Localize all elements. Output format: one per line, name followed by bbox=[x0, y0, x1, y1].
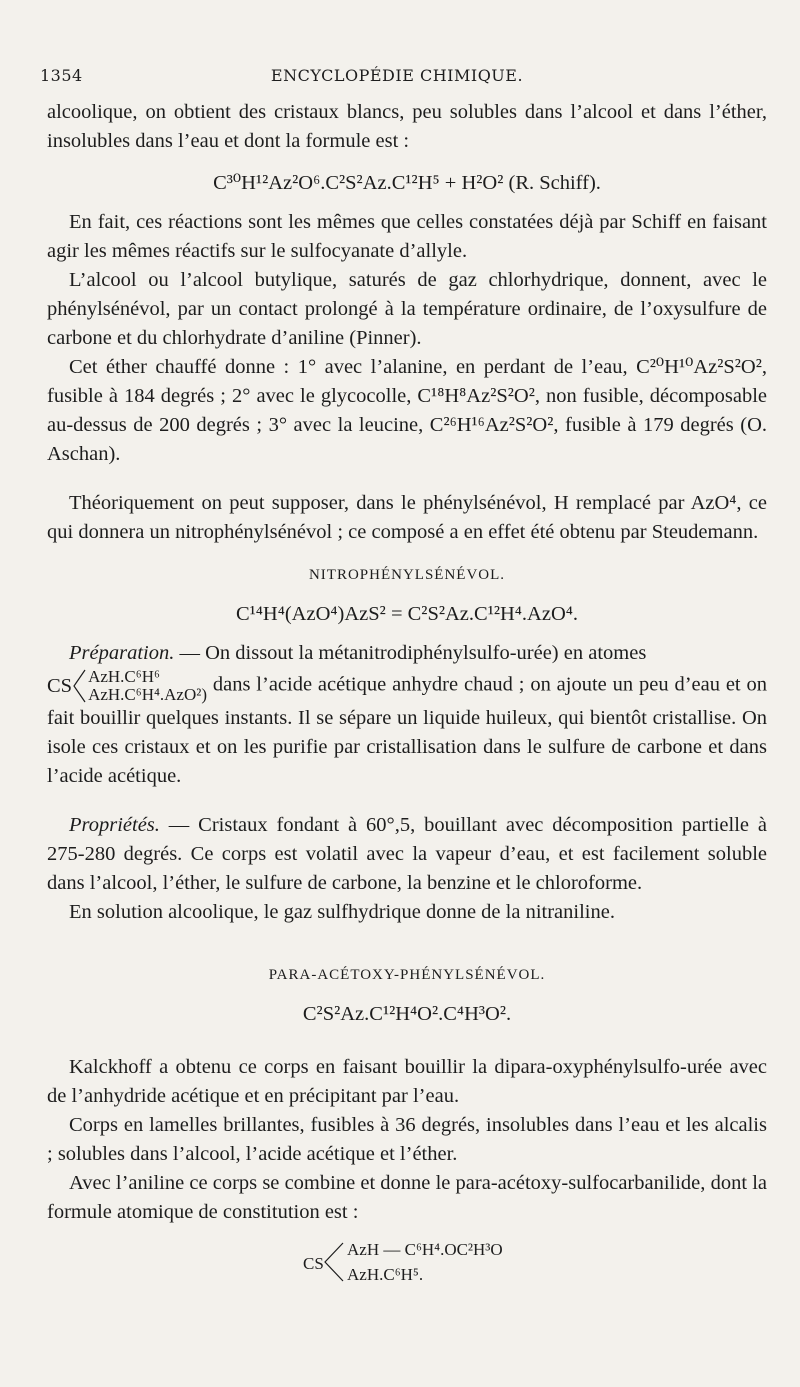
paragraph: alcoolique, on obtient des cristaux blancs, peu solubles dans l’alcool et dans l’éther, insolubles dans l’eau et dont la formule est : bbox=[47, 101, 767, 152]
paragraph: En solution alcoolique, le gaz sulfhydrique donne de la nitraniline. bbox=[69, 901, 615, 923]
paragraph: Avec l’aniline ce corps se combine et donne le para-acétoxy-sulfocarbanilide, dont la formule atomique de constitution est : bbox=[47, 1172, 767, 1223]
properties-paragraph bbox=[47, 811, 767, 898]
spacer bbox=[47, 791, 767, 811]
running-title: ENCYCLOPÉDIE CHIMIQUE. bbox=[270, 66, 524, 85]
formula: C²S²Az.C¹²H⁴O².C⁴H³O². bbox=[302, 1003, 512, 1025]
cs-label: CS bbox=[47, 674, 73, 697]
cs-label: CS bbox=[303, 1254, 324, 1273]
bracket-icon bbox=[72, 668, 86, 704]
paragraph: L’alcool ou l’alcool butylique, saturés de gaz chlorhydrique, donnent, avec le phénylsénévol, par un contact prolongé à la température ordinaire, de l’oxysulfure de carbone et du chlorhydrate d’aniline (Pinner). bbox=[47, 269, 767, 349]
preparation-text: dans l’acide acétique anhydre chaud ; on ajoute un peu d’eau et on fait bouillir quelques instants. Il se sépare un liquide huileux, qui bientôt cristallise. On isole ces cristaux et on les purifie par cristallisation dans le sulfure de carbone et dans l’acide acétique. bbox=[47, 673, 767, 787]
bracket-icon bbox=[322, 1239, 344, 1285]
structural-formula bbox=[47, 668, 207, 704]
paragraph: En fait, ces réactions sont les mêmes que celles constatées déjà par Schiff en faisant agir les mêmes réactifs sur le sulfocyanate d’allyle. bbox=[47, 211, 767, 262]
formula: C³⁰H¹²Az²O⁶.C²S²Az.C¹²H⁵ + H²O² (R. Schiff). bbox=[213, 172, 601, 194]
section-title: NITROPHÉNYLSÉNÉVOL. bbox=[308, 567, 506, 583]
section-title: PARA-ACÉTOXY-PHÉNYLSÉNÉVOL. bbox=[268, 967, 546, 983]
preparation-continued bbox=[47, 668, 767, 791]
formula-line-2: AzH.C⁶H⁵. bbox=[347, 1265, 424, 1284]
paragraph: Théoriquement on peut supposer, dans le phénylsénévol, H remplacé par AzO⁴, ce qui donnera un nitrophénylsénévol ; ce composé a en effet été obtenu par Steudemann. bbox=[47, 492, 767, 543]
preparation-intro: — On dissout la métanitrodiphénylsulfo-urée) en atomes bbox=[174, 642, 647, 664]
page-header bbox=[40, 66, 754, 88]
properties-label: Propriétés. bbox=[69, 814, 160, 836]
preparation-label: Préparation. bbox=[69, 642, 175, 664]
structural-formula-final bbox=[47, 1231, 767, 1291]
paragraph: Corps en lamelles brillantes, fusibles à 36 degrés, insolubles dans l’eau et les alcalis ; solubles dans l’alcool, l’acide acétique et l’éther. bbox=[47, 1114, 767, 1165]
spacer bbox=[47, 469, 767, 489]
formula: C¹⁴H⁴(AzO⁴)AzS² = C²S²Az.C¹²H⁴.AzO⁴. bbox=[235, 603, 579, 625]
paragraph: Cet éther chauffé donne : 1° avec l’alanine, en perdant de l’eau, C²⁰H¹⁰Az²S²O², fusible à 184 degrés ; 2° avec le glycocolle, C¹⁸H⁸Az²S²O², non fusible, décomposable au-dessus de 200 degrés ; 3° avec la leucine, C²⁶H¹⁶Az²S²O², fusible à 179 degrés (O. Aschan). bbox=[47, 356, 767, 465]
cs-lines bbox=[88, 668, 207, 704]
page-number: 1354 bbox=[40, 66, 83, 85]
preparation-paragraph bbox=[47, 639, 767, 668]
formula-line-1: AzH — C⁶H⁴.OC²H³O bbox=[347, 1240, 503, 1259]
cs-line-1: AzH.C⁶H⁶ bbox=[88, 667, 160, 686]
spacer bbox=[47, 1039, 767, 1053]
paragraph: Kalckhoff a obtenu ce corps en faisant bouillir la dipara-oxyphénylsulfo-urée avec de l’anhydride acétique et en précipitant par l’eau. bbox=[47, 1056, 767, 1107]
cs-line-2: AzH.C⁶H⁴.AzO²) bbox=[88, 685, 208, 704]
properties-text: — Cristaux fondant à 60°,5, bouillant avec décomposition partielle à 275-280 degrés. Ce corps est volatil avec la vapeur d’eau, et est facilement soluble dans l’alcool, l’éther, le sulfure de carbone, la benzine et le chloroforme. bbox=[47, 814, 767, 894]
page-body bbox=[47, 98, 767, 1291]
spacer bbox=[47, 927, 767, 947]
